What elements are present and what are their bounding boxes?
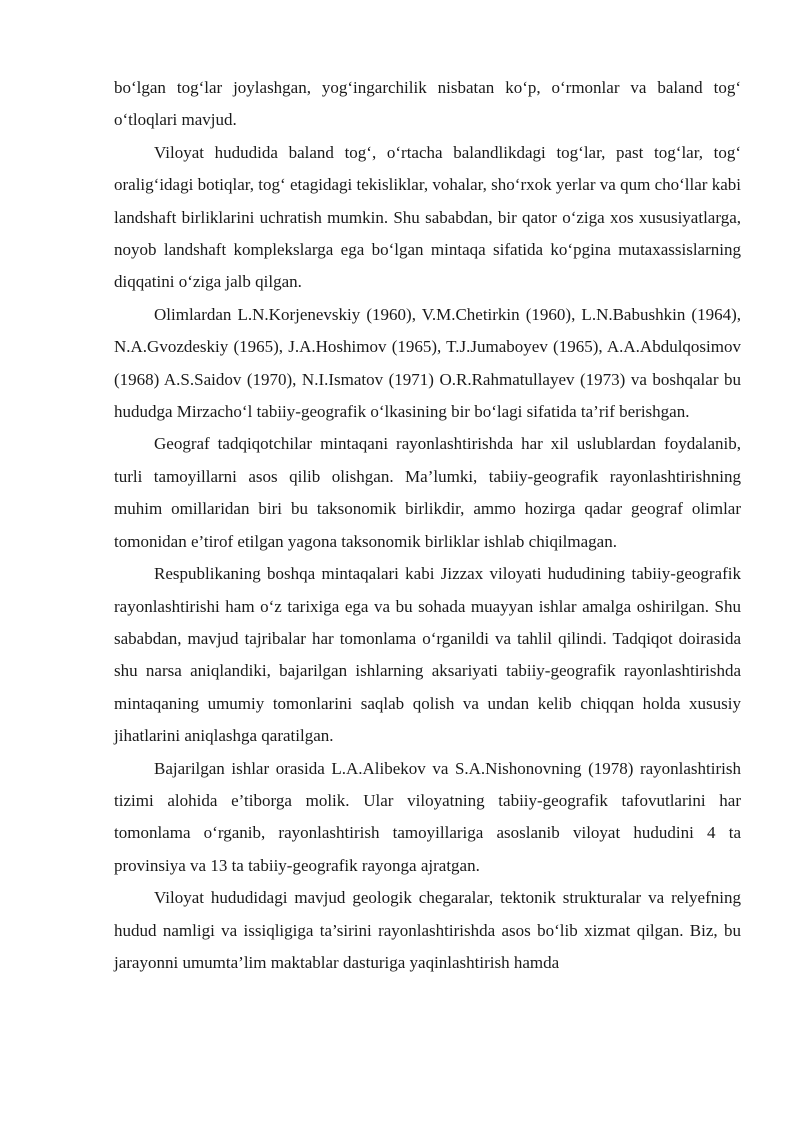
paragraph-geological-boundaries: Viloyat hududidagi mavjud geologik chegaralar, tektonik strukturalar va relyefning hudud namligi va issiqligiga ta’sirini rayonlashtirishda asos bo‘lib xizmat qilgan. Biz, bu jarayonni umumta’lim maktablar dasturiga yaqinlashtirish hamda	[114, 888, 741, 972]
paragraph-landscape-units: Viloyat hududida baland tog‘, o‘rtacha balandlikdagi tog‘lar, past tog‘lar, tog‘ oralig‘idagi botiqlar, tog‘ etagidagi tekisliklar, vohalar, sho‘rxok yerlar va qum cho‘llar kabi landshaft birliklarini uchratish mumkin. Shu sababdan, bir qator o‘ziga xos xususiyatlarga, noyob landshaft komplekslarga ega bo‘lgan mintaqa sifatida ko‘pgina mutaxassislarning diqqatini o‘ziga jalb qilgan.	[114, 142, 741, 292]
paragraph-jizzakh-history: Respublikaning boshqa mintaqalari kabi Jizzax viloyati hududining tabiiy-geografik rayonlashtirishi ham o‘z tarixiga ega va bu sohada muayyan ishlar amalga oshirilgan. Shu sababdan, mavjud tajribalar har tomonlama o‘rganildi va tahlil qilindi. Tadqiqot doirasida shu narsa aniqlandiki, bajarilgan ishlarning aksariyati tabiiy-geografik rayonlashtirishda mintaqaning umumiy tomonlarini saqlab qolish va undan kelib chiqqan holda xususiy jihatlarini aniqlashga qaratilgan.	[114, 564, 741, 746]
document-page	[114, 72, 741, 979]
paragraph-regionalization-methods: Geograf tadqiqotchilar mintaqani rayonlashtirishda har xil uslublardan foydalanib, turli tamoyillarni asos qilib olishgan. Ma’lumki, tabiiy-geografik rayonlashtirishning muhim omillaridan biri bu taksonomik birlikdir, ammo hozirga qadar geograf olimlar tomonidan e’tirof etilgan yagona taksonomik birliklar ishlab chiqilmagan.	[114, 434, 741, 551]
paragraph-alibekov-system: Bajarilgan ishlar orasida L.A.Alibekov va S.A.Nishonovning (1978) rayonlashtirish tizimi alohida e’tiborga molik. Ular viloyatning tabiiy-geografik tafovutlarini har tomonlama o‘rganib, rayonlashtirish tamoyillariga asoslanib viloyat hududini 4 ta provinsiya va 13 ta tabiiy-geografik rayonga ajratgan.	[114, 758, 741, 875]
paragraph-scholars: Olimlardan L.N.Korjenevskiy (1960), V.M.Chetirkin (1960), L.N.Babushkin (1964), N.A.Gvozdeskiy (1965), J.A.Hoshimov (1965), T.J.Jumaboyev (1965), A.A.Abdulqosimov (1968) A.S.Saidov (1970), N.I.Ismatov (1971) O.R.Rahmatullayev (1973) va boshqalar bu hududga Mirzacho‘l tabiiy-geografik o‘lkasining bir bo‘lagi sifatida ta’rif berishgan.	[114, 304, 741, 422]
paragraph-continuation: bo‘lgan tog‘lar joylashgan, yog‘ingarchilik nisbatan ko‘p, o‘rmonlar va baland tog‘ o‘tloqlari mavjud.	[114, 78, 741, 130]
